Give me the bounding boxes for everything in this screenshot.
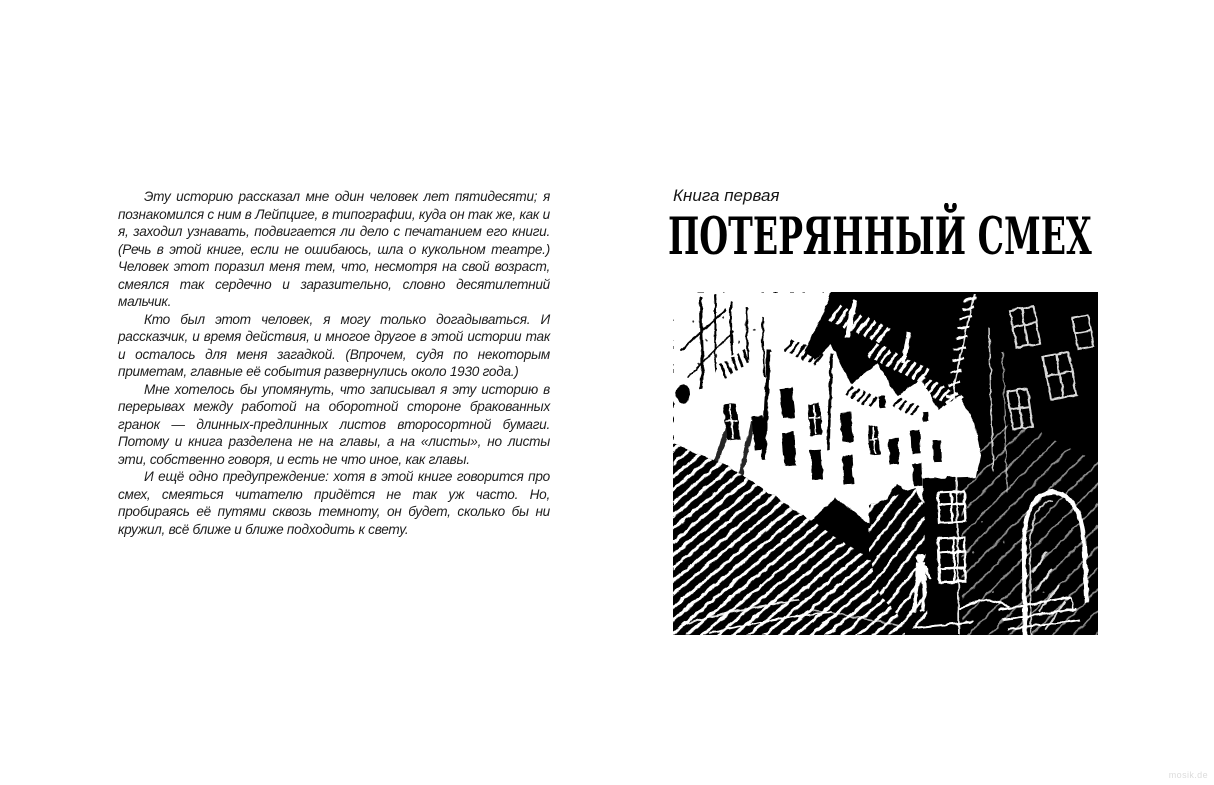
book-title: [668, 207, 1214, 267]
book-part-label: Книга первая: [673, 186, 780, 205]
watermark: mosik.de: [1168, 770, 1208, 780]
story-text: [118, 188, 550, 538]
paragraph: Мне хотелось бы упомянуть, что записывал я эту историю в перерывах между работой на оборотной стороне бракованных гранок — длинных-предлинных листов второсортной бумаги. Потому и книга разделена не на главы, а на «листы», но листы эти, собственно говоря, и есть не что иное, как главы.: [118, 381, 550, 467]
book-title-text: ПОТЕРЯННЫЙ СМЕХ: [668, 207, 1092, 267]
woodcut-street-illustration: [673, 292, 1098, 635]
woodcut-svg: [673, 292, 1098, 635]
paragraph: Эту историю рассказал мне один человек лет пятидесяти; я познакомился с ним в Лейпциге, в типографии, куда он так же, как и я, заходил узнавать, подвигается ли дело с печатанием его книги. (Речь в этой книге, если не ошибаюсь, шла о кукольном театре.) Человек этот поразил меня тем, что, несмотря на свой возраст, смеялся так сердечно и заразительно, словно десятилетний мальчик.: [118, 189, 550, 309]
paragraph: Кто был этот человек, я могу только догадываться. И рассказчик, и время действия, и многое другое в этой истории так и осталось для меня загадкой. (Впрочем, судя по некоторым приметам, главные её события развернулись около 1930 года.): [118, 311, 550, 379]
paragraph: И ещё одно предупреждение: хотя в этой книге говорится про смех, смеяться читателю придётся не так уж часто. Но, пробираясь её путями сквозь темноту, он будет, сколько бы ни кружил, всё ближе и ближе подходить к свету.: [118, 469, 550, 537]
